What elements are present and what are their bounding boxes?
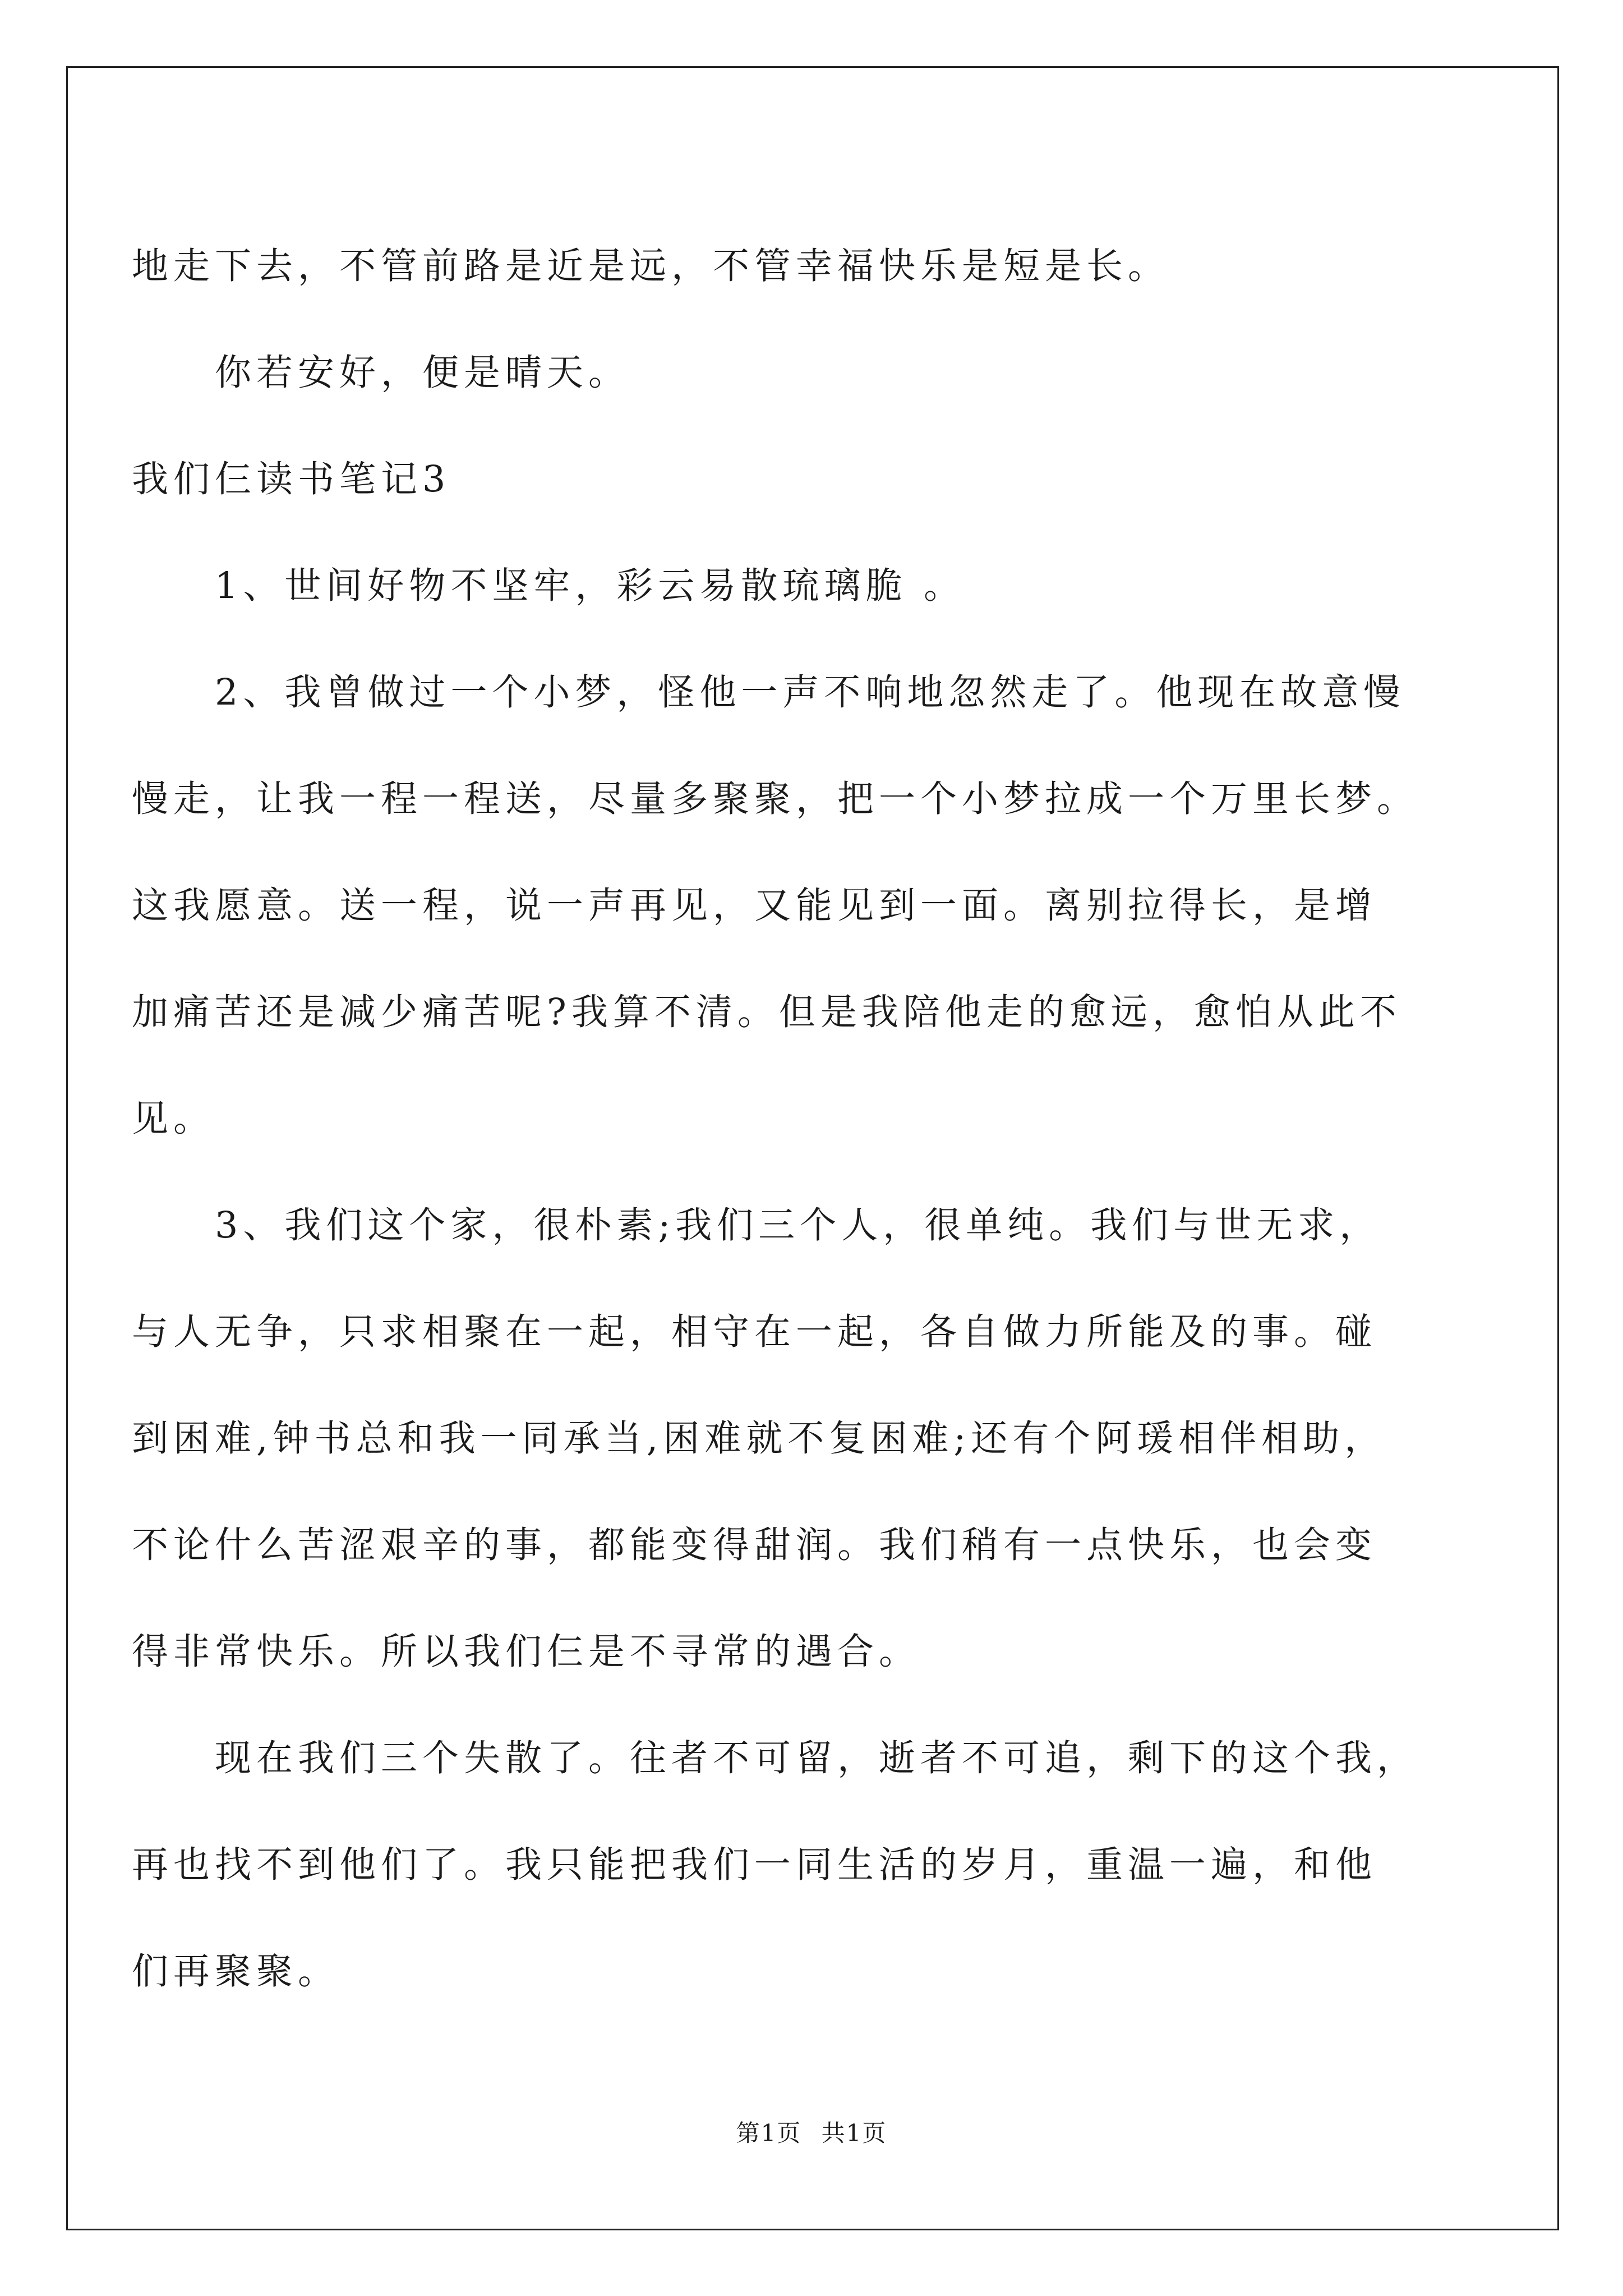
text-line: 地走下去，不管前路是近是远，不管幸福快乐是短是长。 (132, 245, 1170, 287)
text-line: 3、我们这个家，很朴素;我们三个人，很单纯。我们与世无求， (215, 1204, 1381, 1246)
text-line: 与人无争，只求相聚在一起，相守在一起，各自做力所能及的事。碰 (132, 1311, 1377, 1353)
page-footer (0, 2115, 1623, 2148)
text-line: 得非常快乐。所以我们仨是不寻常的遇合。 (132, 1631, 921, 1673)
text-line: 见。 (132, 1098, 215, 1140)
text-line: 加痛苦还是减少痛苦呢?我算不清。但是我陪他走的愈远，愈怕从此不 (132, 991, 1401, 1033)
section-heading: 我们仨读书笔记3 (132, 458, 451, 500)
text-line: 再也找不到他们了。我只能把我们一同生活的岁月，重温一遍，和他 (132, 1844, 1377, 1886)
text-line: 你若安好，便是晴天。 (215, 352, 630, 394)
text-line: 到困难,钟书总和我一同承当,困难就不复困难;还有个阿瑗相伴相助， (132, 1418, 1386, 1460)
text-line: 这我愿意。送一程，说一声再见，又能见到一面。离别拉得长，是增 (132, 885, 1377, 927)
text-line: 不论什么苦涩艰辛的事，都能变得甜润。我们稍有一点快乐，也会变 (132, 1524, 1377, 1566)
page-number: 第1页 (736, 2119, 802, 2147)
page-total: 共1页 (821, 2119, 887, 2147)
text-line: 1、世间好物不坚牢，彩云易散琉璃脆 。 (215, 565, 966, 607)
text-line: 们再聚聚。 (132, 1950, 340, 1993)
text-line: 2、我曾做过一个小梦，怪他一声不响地忽然走了。他现在故意慢 (215, 671, 1405, 714)
document-body (132, 213, 1495, 2025)
text-line: 现在我们三个失散了。往者不可留，逝者不可追，剩下的这个我， (215, 1737, 1419, 1779)
text-line: 慢走，让我一程一程送，尽量多聚聚，把一个小梦拉成一个万里长梦。 (132, 778, 1419, 820)
